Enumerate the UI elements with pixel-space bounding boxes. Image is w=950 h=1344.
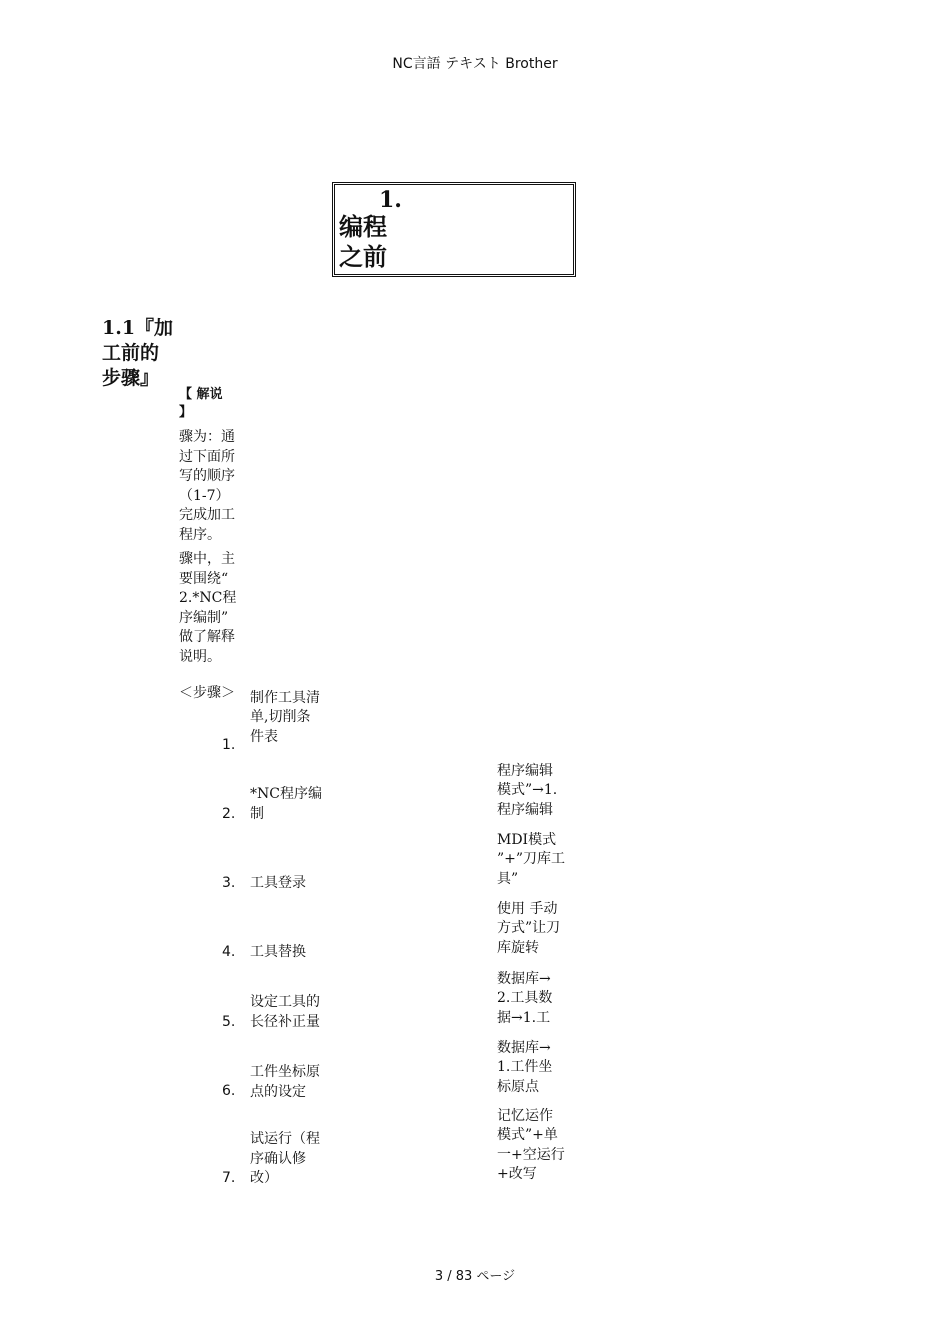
step-operation xyxy=(497,762,569,820)
chapter-title-line: 之前 xyxy=(339,242,387,271)
section-heading xyxy=(102,316,182,391)
operation-line: 一+空运行 xyxy=(497,1146,565,1163)
operation-line: 1.工件坐 xyxy=(497,1059,553,1075)
operation-line: ”+”刀库工 xyxy=(497,851,566,867)
page-header: NC言語 テキスト Brother xyxy=(392,56,558,72)
step-line: 件表 xyxy=(250,728,278,745)
section-heading-line: 步骤』 xyxy=(102,367,160,389)
paragraph-line: 序编制” xyxy=(179,609,229,626)
clipped-line: 使用 手动 xyxy=(497,900,558,917)
step-operation xyxy=(497,970,569,1028)
operation-line: 模式”+单 xyxy=(497,1127,558,1143)
step-operation xyxy=(497,1107,569,1185)
paragraph-line: 骤中，主 xyxy=(179,551,235,567)
step-line: 单,切削条 xyxy=(250,709,311,725)
step-line: 制 xyxy=(250,805,264,822)
step-number: 3. xyxy=(222,875,236,891)
step-number: 6. xyxy=(222,1083,236,1099)
operation-line: 模式”→1. xyxy=(497,782,558,798)
step-number: 2. xyxy=(222,806,236,822)
step-line: 设定工具的 xyxy=(250,994,320,1010)
step-description xyxy=(250,785,332,824)
paragraph-line: 程序。 xyxy=(179,526,221,543)
step-line: 工件坐标原 xyxy=(250,1064,320,1080)
paragraph-line: 写的顺序 xyxy=(179,468,235,484)
step-line: 序确认修 xyxy=(250,1150,306,1167)
explanation-label-line: 】 xyxy=(179,405,193,420)
step-number: 4. xyxy=(222,944,236,960)
operation-line: 2.工具数 xyxy=(497,990,553,1006)
step-number: 5. xyxy=(222,1014,236,1030)
paragraph-line: 完成加工 xyxy=(179,507,235,523)
chapter-title-box xyxy=(332,182,576,277)
paragraph-line: （1-7） xyxy=(179,487,230,504)
steps-label: ＜步骤＞ xyxy=(179,685,235,701)
step-line: 工具登录 xyxy=(250,875,306,891)
clipped-line: 程序编辑 xyxy=(497,762,553,779)
explanation-paragraph-1 xyxy=(179,428,247,545)
step-line: 点的设定 xyxy=(250,1083,306,1100)
step-line: *NC程序编 xyxy=(250,786,322,802)
step-number: 7. xyxy=(222,1170,236,1186)
clipped-line: MDI模式 xyxy=(497,831,557,848)
paragraph-line: 2.*NC程 xyxy=(179,590,237,606)
operation-line: 程序编辑 xyxy=(497,801,553,818)
step-description xyxy=(250,943,332,963)
paragraph-line: 要围绕“ xyxy=(179,570,229,587)
paragraph-line: 过下面所 xyxy=(179,448,235,465)
step-description xyxy=(250,1063,332,1102)
chapter-title-line: 编程 xyxy=(339,212,387,241)
step-line: 工具替换 xyxy=(250,944,306,960)
operation-line: 据→1.工 xyxy=(497,1009,551,1026)
paragraph-line: 做了解释 xyxy=(179,629,235,645)
operation-line: 库旋转 xyxy=(497,939,539,956)
step-description xyxy=(250,993,332,1032)
operation-line: 具” xyxy=(497,870,519,887)
clipped-line: 数据库→ xyxy=(497,970,551,987)
clipped-line: 记忆运作 xyxy=(497,1107,553,1124)
step-line: 改） xyxy=(250,1170,278,1186)
step-description xyxy=(250,1130,332,1189)
explanation-label-line: 【 解说 xyxy=(179,387,223,402)
step-number: 1. xyxy=(222,737,236,753)
clipped-line: 数据库→ xyxy=(497,1039,551,1056)
operation-line: 标原点 xyxy=(497,1078,539,1095)
step-description xyxy=(250,689,332,747)
operation-line: 方式”让刀 xyxy=(497,920,561,936)
step-operation xyxy=(497,831,569,889)
page-footer: 3 / 83 ページ xyxy=(434,1269,516,1284)
explanation-label xyxy=(179,386,249,422)
step-operation xyxy=(497,900,569,958)
clipped-line: 制作工具清 xyxy=(250,689,320,706)
paragraph-line: 骤为：通 xyxy=(179,429,235,445)
step-description xyxy=(250,874,332,894)
step-operation xyxy=(497,1039,569,1097)
step-line: 长径补正量 xyxy=(250,1013,320,1030)
operation-line: +改写 xyxy=(497,1166,537,1182)
section-heading-line: 工前的 xyxy=(102,342,160,364)
paragraph-line: 说明。 xyxy=(179,648,221,665)
section-heading-line: 1.1『加 xyxy=(102,317,174,339)
step-line: 试运行（程 xyxy=(250,1131,320,1147)
chapter-number: 1. xyxy=(379,187,402,213)
explanation-paragraph-2 xyxy=(179,550,247,667)
